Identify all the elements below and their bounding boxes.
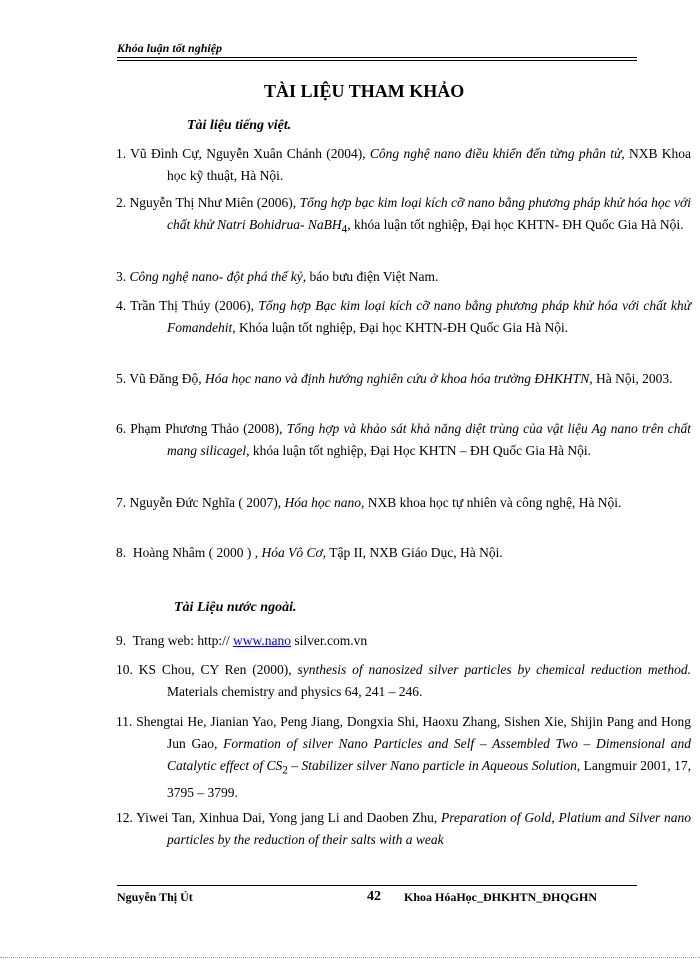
footer-department: Khoa HóaHọc_ĐHKHTN_ĐHQGHN: [404, 890, 598, 904]
reference-item: 4. Trần Thị Thúy (2006), Tổng hợp Bạc kim loại kích cỡ nano bằng phương pháp khử hóa với chất khử Fomandehit, Khóa luận tốt nghiệp, Đại học KHTN-ĐH Quốc Gia Hà Nội.: [116, 298, 691, 335]
reference-item: 3. Công nghệ nano- đột phá thế kỷ, báo bưu điện Việt Nam.: [116, 269, 439, 284]
reference-item: 2. Nguyễn Thị Như Miên (2006), Tổng hợp bạc kim loại kích cỡ nano bằng phương pháp khử hóa học với chất khử Natri Bohidrua- NaBH$_4$, khóa luận tốt nghiệp, Đại học KHTN- ĐH Quốc Gia Hà Nội.: [116, 195, 691, 236]
header-rule-2: [117, 60, 637, 61]
reference-item: 11. Shengtai He, Jianian Yao, Peng Jiang, Dongxia Shi, Haoxu Zhang, Sishen Xie, Shijin Pang and Hong Jun Gao, Formation of silver Nano Particles and Self – Assembled Two – Dimensional and Catalytic effect of $CS_2$ – Stabilizer silver Nano particle in Aqueous Solution, Langmuir 2001, 17, 3795 – 3799.: [116, 714, 692, 800]
reference-item: 7. Nguyễn Đức Nghĩa ( 2007), Hóa học nano, NXB khoa học tự nhiên và công nghệ, Hà Nội.: [116, 495, 622, 510]
header-title: Khóa luận tốt nghiệp: [117, 41, 223, 55]
page-bottom-border: [0, 957, 700, 958]
reference-item: 8. Hoàng Nhâm ( 2000 ) , Hóa Vô Cơ, Tập II, NXB Giáo Dục, Hà Nội.: [116, 545, 503, 560]
reference-item: 5. Vũ Đăng Độ, Hóa học nano và định hướng nghiên cứu ở khoa hóa trường ĐHKHTN, Hà Nội, 2003.: [116, 371, 673, 386]
page-title: TÀI LIỆU THAM KHẢO: [264, 81, 465, 101]
reference-item: 12. Yiwei Tan, Xinhua Dai, Yong jang Li and Daoben Zhu, Preparation of Gold, Platium and Silver nano particles by the reduction of their salts with a weak: [116, 810, 692, 847]
reference-item: 1. Vũ Đình Cự, Nguyễn Xuân Chánh (2004), Công nghệ nano điều khiển đến từng phân tử, NXB Khoa học kỹ thuật, Hà Nội.: [116, 146, 692, 183]
website-link[interactable]: www.nano: [233, 633, 292, 648]
reference-item: 6. Phạm Phương Thảo (2008), Tổng hợp và khảo sát khả năng diệt trùng của vật liệu Ag nano trên chất mang silicagel, khóa luận tốt nghiệp, Đại Học KHTN – ĐH Quốc Gia Hà Nội.: [116, 421, 692, 458]
section-heading-foreign: Tài Liệu nước ngoài.: [174, 600, 297, 615]
footer-author: Nguyễn Thị Út: [117, 890, 193, 904]
reference-item: 10. KS Chou, CY Ren (2000), synthesis of nanosized silver particles by chemical reduction method. Materials chemistry and physics 64, 241 – 246.: [116, 662, 691, 699]
header-rule: [117, 57, 637, 58]
section-heading-vietnamese: Tài liệu tiếng việt.: [187, 118, 292, 133]
footer-rule: [117, 885, 637, 886]
page-number: 42: [367, 889, 381, 904]
reference-item: 9. Trang web: http:// www.nano silver.com.vn: [116, 633, 368, 648]
